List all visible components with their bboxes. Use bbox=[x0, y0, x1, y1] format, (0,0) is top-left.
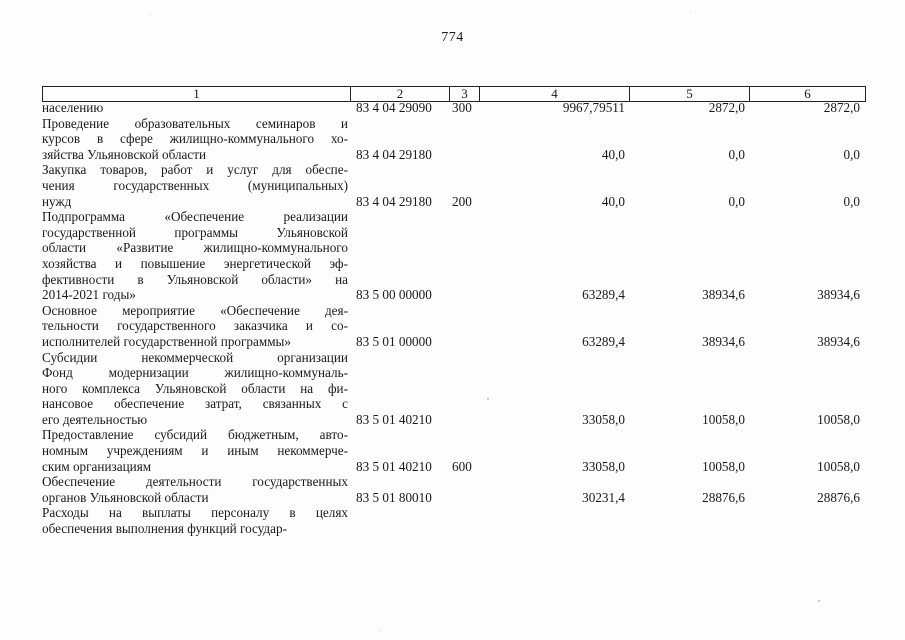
row-vr-cell: 300 bbox=[452, 100, 472, 115]
row-code-cell: 83 4 04 29090 bbox=[356, 100, 432, 115]
row-value-5-cell: 0,0 bbox=[728, 193, 745, 209]
table-row bbox=[42, 474, 864, 505]
row-value-5-cell: 38934,6 bbox=[702, 333, 745, 349]
row-code-cell: 83 4 04 29180 bbox=[356, 146, 432, 162]
row-value-6-cell: 28876,6 bbox=[817, 489, 860, 505]
table-row bbox=[42, 505, 864, 536]
row-name-line: исполнителей государственной программы» bbox=[42, 333, 292, 349]
row-code-cell: 83 4 04 29180 bbox=[356, 193, 432, 209]
row-name-line: чения государственных (муниципальных) bbox=[42, 177, 348, 193]
table-row bbox=[42, 350, 864, 428]
row-value-5-cell: 10058,0 bbox=[702, 458, 745, 474]
row-name-line: Субсидии некоммерческой организации bbox=[42, 349, 348, 365]
row-name-cell bbox=[42, 303, 350, 350]
scan-speck bbox=[487, 398, 489, 400]
column-header-5: 5 bbox=[630, 87, 750, 101]
row-name-line: Подпрограмма «Обеспечение реализации bbox=[42, 209, 348, 225]
row-name-line: органов Ульяновской области bbox=[42, 489, 209, 505]
row-name-line: Расходы на выплаты персоналу в целях bbox=[42, 505, 348, 521]
row-value-4-cell: 9967,79511 bbox=[562, 100, 625, 115]
row-value-4-cell: 33058,0 bbox=[582, 458, 625, 474]
row-value-5-cell: 0,0 bbox=[728, 146, 745, 162]
row-value-6-cell: 2872,0 bbox=[823, 100, 860, 115]
row-name-line: Закупка товаров, работ и услуг для обеспе- bbox=[42, 162, 348, 178]
row-name-line: Проведение образовательных семинаров и bbox=[42, 115, 348, 131]
row-value-5-cell: 28876,6 bbox=[702, 489, 745, 505]
row-code-cell: 83 5 01 00000 bbox=[356, 333, 432, 349]
row-name-line: нужд bbox=[42, 193, 72, 209]
table-row bbox=[42, 100, 864, 116]
row-name-line: Фонд модернизации жилищно-коммуналь- bbox=[42, 365, 348, 381]
row-code-cell: 83 5 01 40210 bbox=[356, 411, 432, 427]
row-name-line: Обеспечение деятельности государственных bbox=[42, 474, 348, 490]
row-name-line: зяйства Ульяновской области bbox=[42, 146, 207, 162]
row-name-line: курсов в сфере жилищно-коммунального хо- bbox=[42, 131, 348, 147]
row-name-line: нансовое обеспечение затрат, связанных с bbox=[42, 396, 348, 412]
table-row bbox=[42, 162, 864, 209]
page-number: 774 bbox=[441, 30, 464, 45]
row-value-4-cell: 63289,4 bbox=[582, 287, 625, 303]
row-value-4-cell: 33058,0 bbox=[582, 411, 625, 427]
row-value-6-cell: 10058,0 bbox=[817, 411, 860, 427]
table-row bbox=[42, 427, 864, 474]
scan-speck bbox=[380, 630, 381, 631]
column-header-1: 1 bbox=[43, 87, 351, 101]
column-header-2: 2 bbox=[351, 87, 450, 101]
row-value-4-cell: 30231,4 bbox=[582, 489, 625, 505]
table-row bbox=[42, 116, 864, 163]
row-name-line: населению bbox=[42, 100, 104, 115]
row-name-cell bbox=[42, 100, 350, 116]
row-value-5-cell: 38934,6 bbox=[702, 287, 745, 303]
row-value-4-cell: 40,0 bbox=[601, 193, 625, 209]
row-name-line: номным учреждениям и иным некоммерче- bbox=[42, 443, 348, 459]
row-name-cell bbox=[42, 505, 350, 536]
row-name-line: государственной программы Ульяновской bbox=[42, 224, 348, 240]
row-value-6-cell: 38934,6 bbox=[817, 287, 860, 303]
row-name-line: хозяйства и повышение энергетической эф- bbox=[42, 255, 348, 271]
column-header-3: 3 bbox=[450, 87, 480, 101]
row-vr-cell: 600 bbox=[452, 458, 472, 474]
scan-speck bbox=[150, 14, 151, 15]
row-value-6-cell: 10058,0 bbox=[817, 458, 860, 474]
row-name-cell bbox=[42, 474, 350, 505]
row-value-4-cell: 40,0 bbox=[601, 146, 625, 162]
row-name-line: области «Развитие жилищно-коммунального bbox=[42, 240, 348, 256]
table-row bbox=[42, 209, 864, 303]
row-name-line: фективности в Ульяновской области» на bbox=[42, 271, 348, 287]
scan-speck bbox=[690, 12, 691, 13]
row-name-cell bbox=[42, 162, 350, 209]
row-name-line: его деятельностью bbox=[42, 411, 148, 427]
row-name-cell bbox=[42, 350, 350, 428]
row-value-6-cell: 0,0 bbox=[843, 146, 860, 162]
row-value-5-cell: 10058,0 bbox=[702, 411, 745, 427]
row-name-line: 2014-2021 годы» bbox=[42, 287, 136, 303]
column-header-6: 6 bbox=[804, 86, 811, 101]
row-name-line: обеспечения выполнения функций государ- bbox=[42, 521, 287, 537]
row-value-6-cell: 0,0 bbox=[843, 193, 860, 209]
table-row bbox=[42, 303, 864, 350]
row-name-line: Основное мероприятие «Обеспечение дея- bbox=[42, 302, 348, 318]
row-vr-cell: 200 bbox=[452, 193, 472, 209]
row-code-cell: 83 5 01 40210 bbox=[356, 458, 432, 474]
row-name-line: ским организациям bbox=[42, 458, 152, 474]
row-name-cell bbox=[42, 209, 350, 303]
row-value-6-cell: 38934,6 bbox=[817, 333, 860, 349]
scan-speck bbox=[818, 600, 820, 602]
row-code-cell: 83 5 01 80010 bbox=[356, 489, 432, 505]
row-name-cell bbox=[42, 427, 350, 474]
row-value-5-cell: 2872,0 bbox=[708, 100, 745, 115]
row-name-cell bbox=[42, 116, 350, 163]
table-body bbox=[42, 100, 864, 537]
row-code-cell: 83 5 00 00000 bbox=[356, 287, 432, 303]
row-name-line: ного комплекса Ульяновской области на фи- bbox=[42, 380, 348, 396]
row-name-line: Предоставление субсидий бюджетным, авто- bbox=[42, 427, 348, 443]
column-header-4: 4 bbox=[480, 87, 630, 101]
row-name-line: тельности государственного заказчика и со- bbox=[42, 318, 348, 334]
row-value-4-cell: 63289,4 bbox=[582, 333, 625, 349]
